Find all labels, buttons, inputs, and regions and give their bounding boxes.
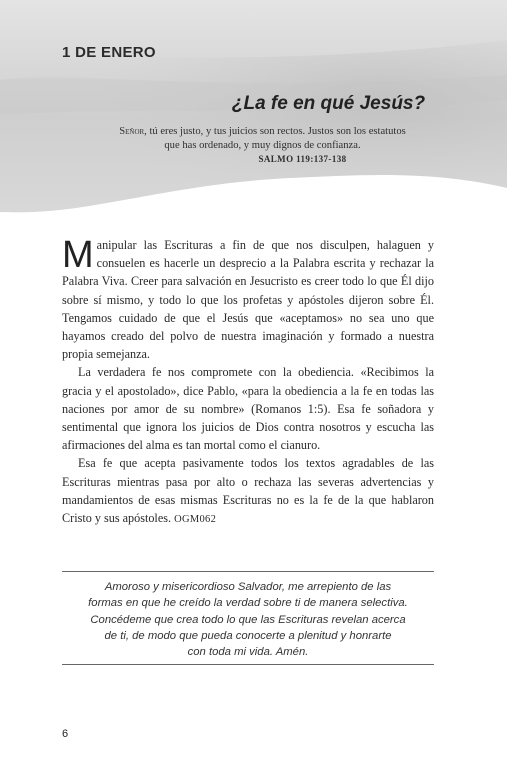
prayer-line-1: Amoroso y misericordioso Salvador, me arrepiento de las xyxy=(104,581,392,593)
body-paragraph-3-text: Esa fe que acepta pasivamente todos los textos agradables de las Escrituras mientras pasa por alto o rechaza las severas advertencias y mandamientos de esas mismas Escrituras no es la fe de la que hablaron Cristo y sus apóstoles. xyxy=(62,456,434,526)
devotional-body xyxy=(62,236,434,529)
prayer-line-3: Concédeme que crea todo lo que las Escrituras revelan acerca xyxy=(90,613,406,626)
body-paragraph-2: La verdadera fe nos compromete con la obediencia. «Recibimos la gracia y el apostolado», dice Pablo, «para la obediencia a la fe en todas las naciones por amor de su nombre» (Romanos 1:5). Esa fe soñadora y sentimental que ignora los juicios de Dios contra nosotros y escucha las afirmaciones del alma es tan mortal como el cianuro. xyxy=(62,365,434,453)
prayer-top-rule xyxy=(62,571,434,572)
prayer-bottom-rule xyxy=(62,664,434,665)
prayer-line-4: de ti, de modo que pueda conocerte a plenitud y honrarte xyxy=(104,629,392,642)
devotional-title-text: ¿La fe en qué Jesús? xyxy=(231,93,426,114)
body-paragraph-1 xyxy=(62,236,434,363)
prayer-block xyxy=(62,579,434,660)
prayer-line-2: formas en que he creído la verdad sobre ti de manera selectiva. xyxy=(88,597,408,610)
epigraph-line-1-rest: , tú eres justo, y tus juicios son rectos. Justos son los estatutos xyxy=(144,126,406,137)
scripture-reference: SALMO 119:137-138 xyxy=(258,154,347,164)
scripture-epigraph xyxy=(100,125,425,153)
body-paragraph-3 xyxy=(62,454,434,529)
devotional-date: 1 DE ENERO xyxy=(62,44,156,61)
body-paragraph-1-text: anipular las Escrituras a fin de que nos disculpen, halaguen y consuelen es hacerle un desprecio a la Palabra escrita y rechazar la Palabra Viva. Creer para salvación en Jesucristo es creer todo lo que Él dijo sobre sí mismo, y todo lo que los profetas y apóstoles dijeron sobre Él. Tengamos cuidado de que el Jesús que «aceptamos» no sea uno que hayamos creado del polvo de nuestra imaginación y formado a nuestra propia semejanza. xyxy=(62,238,434,362)
drop-cap: M xyxy=(62,234,94,276)
epigraph-line-2: que has ordenado, y muy dignos de confianza. xyxy=(164,140,361,151)
page-number: 6 xyxy=(62,728,69,740)
epigraph-lead-word: Señor xyxy=(119,126,145,137)
devotional-title xyxy=(0,93,507,115)
prayer-line-5: con toda mi vida. Amén. xyxy=(187,646,309,659)
source-code: OGM062 xyxy=(174,514,217,526)
epigraph-line-1 xyxy=(100,125,425,139)
